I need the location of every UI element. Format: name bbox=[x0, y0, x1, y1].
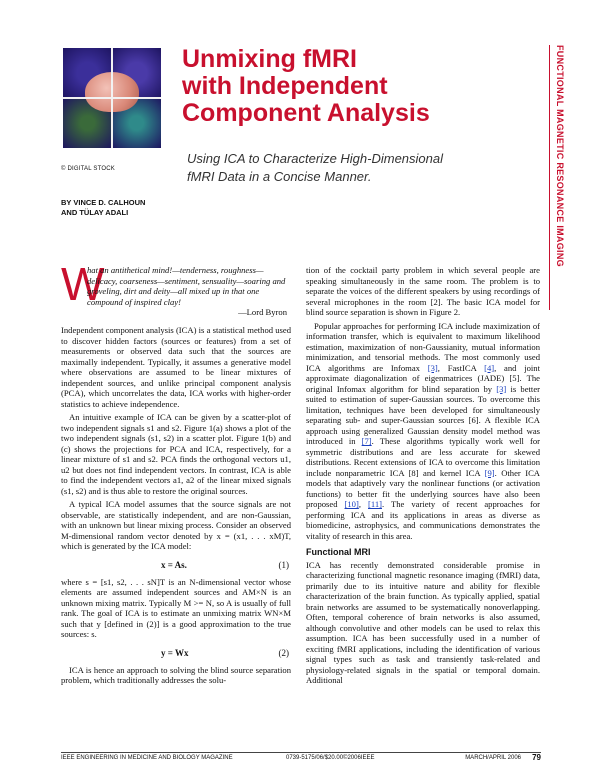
paragraph: tion of the cocktail party problem in which several people are speaking simultaneously in the same room. The problem is to separate the voices of the different speakers by using recordings of several microphones in the room [2]. The basic ICA model for blind source separation is shown in Figure 2. bbox=[306, 265, 540, 317]
citation-link[interactable]: [3] bbox=[427, 362, 438, 373]
article-subtitle: Using ICA to Characterize High-Dimensional fMRI Data in a Concise Manner. bbox=[187, 151, 444, 184]
citation-link[interactable]: [11] bbox=[368, 499, 382, 509]
citation-link[interactable]: [7] bbox=[361, 436, 372, 446]
paragraph: An intuitive example of ICA can be given by a scatter-plot of two independent signals s1 and s2. Figure 1(a) shows a plot of the two independent signals (s1, s2) in a scatter plot. Figure 1(b) and (c) shows the projections for PCA and ICA, respectively, for a linear mixture of s1 and s2. PCA finds the orthogonal vectors u1, u2 but does not find independent vectors. In contrast, ICA is able to find the independent vectors a1, a2 of the linear mixed signals (s1, s2) and is thus able to restore the original sources. bbox=[61, 412, 291, 496]
issn-code: 0739-5175/06/$20.00©2006IEEE bbox=[286, 755, 375, 761]
cover-artwork bbox=[63, 48, 161, 148]
article-title: Unmixing fMRI with Independent Component Analysis bbox=[182, 45, 430, 127]
epigraph bbox=[61, 258, 291, 323]
footer-rule bbox=[61, 752, 541, 753]
paragraph: Independent component analysis (ICA) is a statistical method used to discover hidden factors (sources or features) from a set of measurements or observed data such that the sources are maximally independent. Typically, it assumes a generative model where observations are assumed to be linear mixtures of independent sources, and unlike principal component analysis (PCA), which uncorrelates the data, ICA works with higher-order statistics to achieve independence. bbox=[61, 325, 291, 409]
issue-date: MARCH/APRIL 2006 bbox=[465, 755, 521, 761]
left-column bbox=[61, 325, 291, 689]
epigraph-attribution: —Lord Byron bbox=[238, 307, 287, 317]
right-column bbox=[306, 265, 540, 689]
section-heading: Functional MRI bbox=[306, 547, 371, 557]
paragraph: ICA is hence an approach to solving the blind source separation problem, which traditionally addresses the solu- bbox=[61, 664, 291, 685]
page-number: 79 bbox=[532, 753, 541, 762]
paragraph: where s = [s1, s2, . . . sN]T is an N-dimensional vector whose elements are assumed independent sources and AM×N is an unknown mixing matrix. Typically M >= N, so A is usually of full rank. The goal of ICA is to estimate an unmixing matrix WN×M such that y [defined in (2)] is a good approximation to the true sources: s. bbox=[61, 576, 291, 639]
equation-1: x = As. (1) bbox=[161, 559, 289, 570]
image-credit: © DIGITAL STOCK bbox=[61, 166, 115, 172]
citation-link[interactable]: [9] bbox=[484, 467, 495, 478]
citation-link[interactable]: [4] bbox=[484, 362, 495, 373]
paragraph: Popular approaches for performing ICA include maximization of information transfer, which is equivalent to maximum likelihood estimation, maximization of non-Gaussianity, mutual information minimization, and tensorial methods. The most commonly used ICA algorithms are Infomax [3], FastICA [4], and joint approximate diagonalization of eigenmatrices (JADE) [5]. The original Infomax algorithm for blind separation by [3] is better suited to estimation of super-Gaussian sources. To overcome this limitation, techniques have been developed for simultaneously separating sub- and super-Gaussian sources [6]. A flexible ICA approach using generalized Gaussian density model method was introduced in [7]. These algorithms typically work well for symmetric distributions and are less accurate for skewed distributions. Recent extensions of ICA to overcome this limitation include nonparametric ICA [8] and kernel ICA [9]. Other ICA models that adaptively vary the nonlinear functions (or activation functions) to better fit the underlying sources have also been proposed [10], [11]. The variety of recent approaches for performing ICA and its applications in areas as diverse as biomedicine, astrophysics, and communications demonstrates the vitality of research in this area. bbox=[306, 320, 541, 541]
citation-link[interactable]: [10] bbox=[344, 499, 359, 509]
equation-2: y = Wx (2) bbox=[161, 647, 289, 658]
epigraph-text: hat an antithetical mind!—tenderness, roughness—delicacy, coarseness—sentiment, sensuality—soaring and groveling, dirt and deity—all mixed up in that one compound of inspired clay! bbox=[87, 265, 286, 307]
paragraph: ICA has recently demonstrated considerable promise in characterizing functional magnetic resonance imaging (fMRI) data, primarily due to its intuitive nature and ability for flexible characterization of the brain function. As typically applied, spatial brain networks are assumed to be systematically nonoverlapping. Often, temporal coherence of brain networks is also assumed, although convolutive and other models can be used to relax this assumption. ICA has been successfully used in a number of exciting fMRI applications, including the identification of various signal types such as task and transiently task-related and physiology-related signals in the spatial or temporal domain. Additional bbox=[306, 559, 540, 685]
section-label: FUNCTIONAL MAGNETIC RESONANCE IMAGING bbox=[555, 45, 565, 267]
drop-cap: W bbox=[61, 258, 105, 310]
section-sidebar bbox=[542, 45, 568, 310]
citation-link[interactable]: [3] bbox=[496, 383, 507, 394]
journal-name: IEEE ENGINEERING IN MEDICINE AND BIOLOGY MAGAZINE bbox=[61, 755, 233, 761]
author-byline: BY VINCE D. CALHOUN AND TÜLAY ADALI bbox=[61, 198, 146, 217]
paragraph: A typical ICA model assumes that the source signals are not observable, are statistically independent, and are non-Gaussian, with an unknown but linear mixing process. Consider an observed M-dimensional random vector denoted by x = (x1, . . . xM)T, which is generated by the ICA model: bbox=[61, 499, 291, 551]
